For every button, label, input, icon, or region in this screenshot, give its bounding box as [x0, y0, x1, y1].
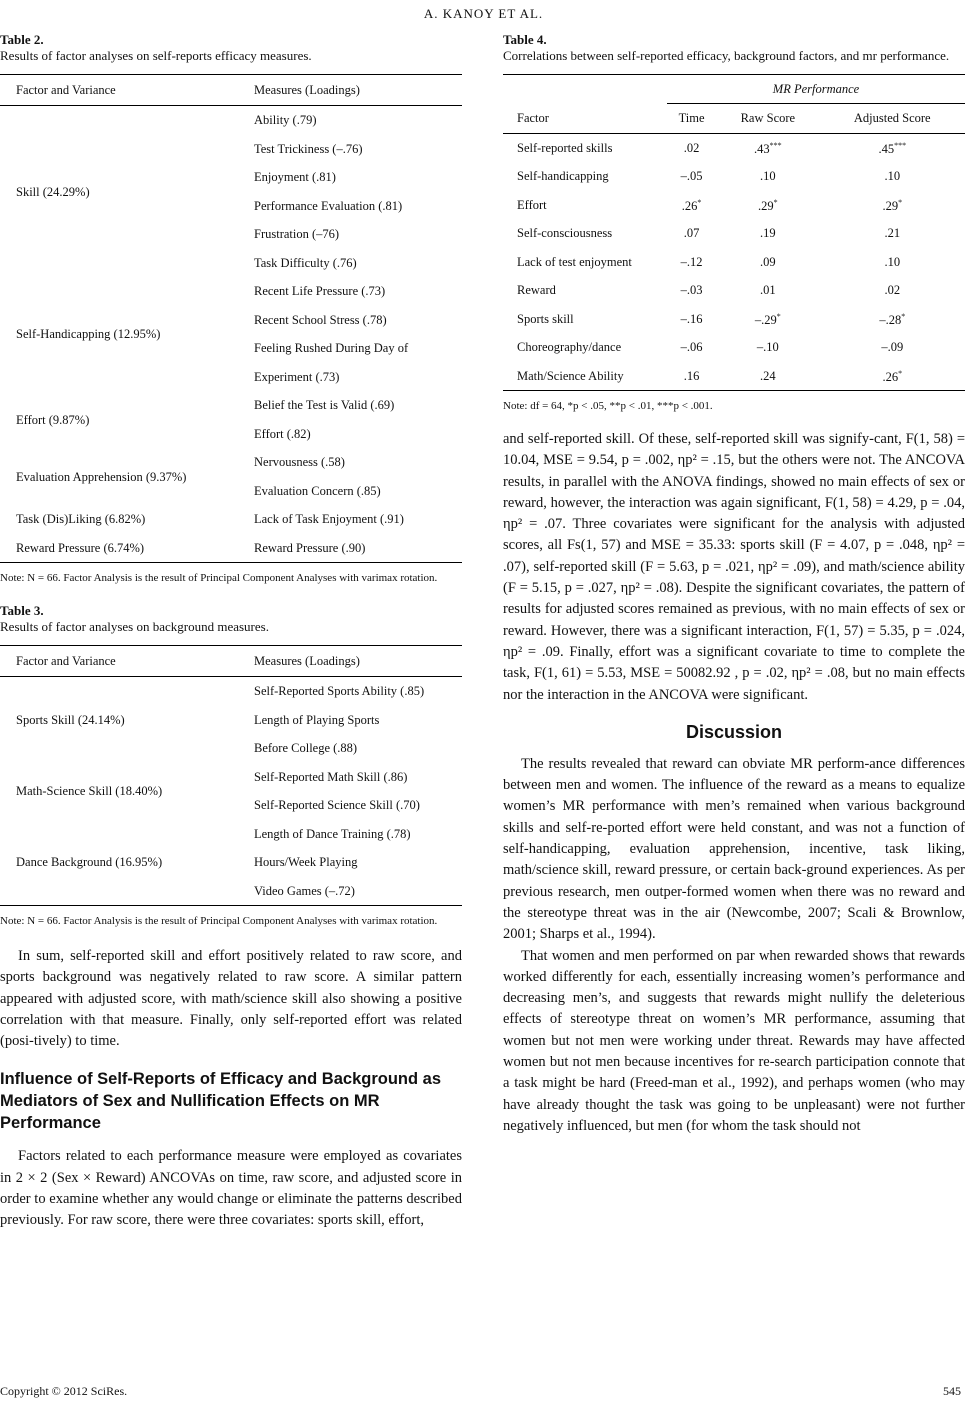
table2-measure-cell: Task Difficulty (.76) [254, 255, 357, 270]
table4-value: .29 [758, 199, 774, 214]
table4-raw-cell [716, 133, 819, 162]
table-row [0, 505, 462, 534]
table2-factor-cell: Self-Handicapping (12.95%) [16, 327, 161, 341]
table4-adj-cell [820, 305, 966, 334]
table4-value: .45 [878, 142, 895, 157]
left-column [0, 32, 462, 1232]
table2-factor-cell: Skill (24.29%) [16, 184, 90, 199]
table3-measure-cell: Length of Dance Training (.78) [254, 826, 411, 841]
table4-col-adjusted: Adjusted Score [853, 111, 931, 126]
table2-measure-cell: Effort (.82) [254, 426, 311, 441]
table4-factor-cell: Self-reported skills [517, 140, 613, 155]
table4-factor-cell: Math/Science Ability [517, 368, 624, 383]
table4-value: –.29 [754, 313, 777, 328]
significance-marker: * [776, 312, 781, 322]
discussion-heading: Discussion [685, 721, 783, 742]
table3-note: Note: N = 66. Factor Analysis is the result of Principal Component Analyses with varimax rotation. [0, 915, 438, 927]
table2-factor-cell: Task (Dis)Liking (6.82%) [16, 512, 146, 527]
table4-factor-cell: Choreography/dance [517, 340, 622, 355]
significance-marker: * [901, 312, 906, 322]
table4-factor-cell: Self-consciousness [517, 226, 613, 241]
running-header: A. KANOY ET AL. [423, 6, 544, 21]
table-row [0, 106, 462, 135]
table3-col-measures: Measures (Loadings) [254, 654, 360, 668]
discussion-paragraph-1: The results revealed that reward can obviate MR perform-ance differences between men and women. The influence of the reward as a means to equalize women’s MR performance with men’s remained when various background skills and self-re-ported effort were held constant, and was not a function of self-handicapping, evaluation apprehension, incentive, task liking, math/science skill, reward pressure, or certain back-ground experiences. As per previous research, men outper-formed women when there was no reward and the stereotype threat was in the air (Newcombe, 2007; Scali & Brownlow, 2001; Sharps et al., 1994). [503, 755, 965, 943]
table3 [0, 645, 462, 906]
table4-value: –.06 [680, 340, 703, 355]
table4-factor-cell: Self-handicapping [517, 169, 609, 184]
significance-marker: * [697, 198, 702, 208]
table4-adj-cell [820, 333, 966, 362]
table2-measure-cell: Evaluation Concern (.85) [254, 483, 381, 498]
table3-measure-cell: Self-Reported Math Skill (.86) [254, 769, 408, 784]
significance-marker: * [773, 198, 778, 208]
table-row [503, 248, 965, 277]
table4-value: .02 [683, 140, 700, 155]
table-row [0, 763, 462, 792]
table4-time-cell [667, 191, 716, 220]
table-row [503, 333, 965, 362]
table4-value: .19 [760, 226, 776, 241]
table3-measure-cell: Before College (.88) [254, 741, 358, 756]
table4-value: .29 [882, 199, 899, 214]
table4-value: –.09 [881, 340, 904, 355]
table4-group-header: MR Performance [667, 75, 965, 104]
table4-adj-cell [820, 162, 966, 191]
table-row [0, 277, 462, 306]
table3-measure-cell: Self-Reported Science Skill (.70) [254, 798, 420, 813]
table4-caption: Correlations between self-reported efficacy, background factors, and mr performance. [503, 48, 950, 63]
table4-value: –.12 [680, 254, 703, 269]
table4-adj-cell [820, 133, 966, 162]
table4-adj-cell [820, 219, 966, 248]
table4-value: .26 [882, 370, 899, 385]
table4-adj-cell [820, 276, 966, 305]
table2-caption: Results of factor analyses on self-reports efficacy measures. [0, 48, 312, 63]
page-number: 545 [943, 1384, 961, 1398]
table2-factor-cell: Effort (9.87%) [16, 412, 90, 427]
table4-value: .26 [681, 199, 698, 214]
table-row [503, 133, 965, 162]
table2-factor-cell: Reward Pressure (6.74%) [16, 540, 145, 555]
table2-measure-cell: Test Trickiness (–.76) [254, 141, 363, 156]
table4-adj-cell [820, 191, 966, 220]
table3-measure-cell: Hours/Week Playing [254, 855, 358, 870]
table2-measure-cell: Recent Life Pressure (.73) [254, 284, 386, 299]
table4-time-cell [667, 333, 716, 362]
table4-time-cell [667, 362, 716, 391]
table4-time-cell [667, 276, 716, 305]
table2-measure-cell: Feeling Rushed During Day of [254, 341, 409, 356]
table3-factor-cell: Math-Science Skill (18.40%) [16, 784, 163, 798]
table-row [0, 391, 462, 420]
table3-measure-cell: Self-Reported Sports Ability (.85) [254, 684, 425, 699]
table4-raw-cell [716, 276, 819, 305]
table4-value: –.03 [680, 283, 703, 298]
table4-value: –.10 [756, 340, 779, 355]
table4-time-cell [667, 162, 716, 191]
table2-measure-cell: Nervousness (.58) [254, 455, 345, 470]
table4-value: –.28 [879, 313, 902, 328]
table-row [503, 362, 965, 391]
table4-title: Table 4. [503, 32, 547, 47]
table2-measure-cell: Ability (.79) [254, 113, 317, 128]
table4-col-time: Time [678, 111, 705, 126]
table4-col-factor: Factor [517, 111, 549, 125]
table4-time-cell [667, 133, 716, 162]
table-row [0, 448, 462, 477]
table4-factor-cell: Sports skill [517, 311, 574, 326]
table4-note: Note: df = 64, *p < .05, **p < .01, ***p < .001. [503, 400, 713, 412]
table4-factor-cell: Lack of test enjoyment [517, 254, 632, 269]
table4-time-cell [667, 248, 716, 277]
table4-value: –.05 [680, 169, 703, 184]
right-column [503, 32, 965, 1137]
table2-col-measures: Measures (Loadings) [254, 83, 360, 97]
table4-adj-cell [820, 248, 966, 277]
table2-col-factor: Factor and Variance [16, 83, 116, 97]
table4-factor-cell: Reward [517, 283, 556, 298]
table4-value: .16 [683, 368, 700, 383]
table4-value: .02 [884, 283, 901, 298]
table4-time-cell [667, 219, 716, 248]
table-row [0, 534, 462, 563]
table3-caption: Results of factor analyses on background measures. [0, 619, 269, 634]
table2-measure-cell: Enjoyment (.81) [254, 170, 336, 185]
table-row [503, 276, 965, 305]
table2-factor-cell: Evaluation Apprehension (9.37%) [16, 469, 187, 484]
table4-adj-cell [820, 362, 966, 391]
table-row [0, 820, 462, 849]
table2-measure-cell: Recent School Stress (.78) [254, 312, 387, 327]
table4-raw-cell [716, 162, 819, 191]
significance-marker: * [898, 369, 903, 379]
table4-raw-cell [716, 333, 819, 362]
table4-raw-cell [716, 219, 819, 248]
table4-value: .10 [760, 169, 776, 184]
section-paragraph: Factors related to each performance measure were employed as covariates in 2 × 2 (Sex × Reward) ANCOVAs on time, raw score, and adjusted score in order to examine whether any would change or eliminate the patterns described previously. For raw score, there were three covariates: sports skill, effort, [0, 1148, 462, 1229]
table4-raw-cell [716, 191, 819, 220]
table2-measure-cell: Experiment (.73) [254, 369, 340, 384]
table2-title: Table 2. [0, 32, 44, 47]
table3-measure-cell: Video Games (–.72) [254, 883, 355, 898]
significance-marker: * [898, 198, 903, 208]
table4-value: .10 [884, 254, 901, 269]
table2-measure-cell: Reward Pressure (.90) [254, 540, 366, 555]
table4-value: .21 [884, 226, 901, 241]
table2-measure-cell: Performance Evaluation (.81) [254, 198, 403, 213]
table4-value: .10 [884, 169, 901, 184]
right-paragraph: and self-reported skill. Of these, self-reported skill was signify-cant, F(1, 58) = 10.04, MSE = 9.54, p = .002, ηp² = .15, but the others were not. The ANCOVA results, in parallel with the ANOVA findings, showed no main effects of sex or reward, however, the interaction was again significant, F(1, 58) = 4.29, p = .04, ηp² = .07. Three covariates were significant for the analysis with adjusted scores, all Fs(1, 57) and MSE = 35.33: sports skill (F = 4.07, p = .048, ηp² = .07), self-reported skill (F = 5.63, p = .021, ηp² = .09), and math/science ability (F = 5.15, p = .027, ηp² = .08). Despite the significant covariates, the pattern of results for adjusted scores remained as previous, with no main effects of sex or reward. However, there was a significant interaction, F(1, 57) = 5.35, p = .024, ηp² = .09. Finally, effort was a significant covariate to time to complete the task, F(1, 61) = 5.53, MSE = 50082.92 , p = .02, ηp² = .08, but no main effects nor the interaction in the ANCOVA were significant. [503, 431, 965, 703]
table2 [0, 74, 462, 563]
table4-raw-cell [716, 305, 819, 334]
table4-value: .24 [760, 368, 776, 383]
table4 [503, 74, 965, 391]
table4-col-raw: Raw Score [740, 111, 796, 126]
table3-title: Table 3. [0, 603, 44, 618]
table3-factor-cell: Dance Background (16.95%) [16, 855, 163, 870]
table4-time-cell [667, 305, 716, 334]
table4-value: .09 [760, 254, 776, 269]
table4-value: .01 [760, 283, 776, 298]
footer-copyright: Copyright © 2012 SciRes. [0, 1384, 128, 1398]
table2-measure-cell: Frustration (–76) [254, 227, 340, 242]
table4-value: .07 [683, 226, 700, 241]
table-row [0, 677, 462, 706]
significance-marker: *** [894, 141, 907, 151]
table4-value: .43 [754, 142, 770, 157]
table3-col-factor: Factor and Variance [16, 654, 116, 668]
table-row [503, 305, 965, 334]
table-row [503, 162, 965, 191]
table-row [503, 191, 965, 220]
table2-measure-cell: Lack of Task Enjoyment (.91) [254, 512, 404, 527]
table4-value: –.16 [680, 311, 703, 326]
table2-measure-cell: Belief the Test is Valid (.69) [254, 398, 395, 413]
left-paragraph: In sum, self-reported skill and effort positively related to raw score, and sports background was negatively related to raw score. A similar pattern appeared with adjusted score, with math/science skill also showing a positive correlation with that measure. Finally, only self-reported effort was related (posi-tively) to time. [0, 948, 462, 1050]
table-row [503, 219, 965, 248]
table4-raw-cell [716, 362, 819, 391]
table4-factor-cell: Effort [517, 197, 547, 212]
significance-marker: *** [769, 141, 782, 151]
discussion-paragraph-2: That women and men performed on par when rewarded shows that rewards worked differently for each, essentially increasing women’s performance and decreasing men’s, and suggests that rewards might nullify the deleterious effects of stereotype threat on women’s MR performance, assuming that women but not men were working under threat. Rewards may have affected women but not men because incentives for re-search participation connote that a task might be hard (Freed-man et al., 1992), and perhaps women (who may have already thought the task was going to be unpleasant) were not further negatively influenced, but men (for whom the task should not [503, 947, 965, 1134]
table3-measure-cell: Length of Playing Sports [254, 712, 380, 727]
table2-note: Note: N = 66. Factor Analysis is the result of Principal Component Analyses with varimax rotation. [0, 572, 438, 584]
table4-raw-cell [716, 248, 819, 277]
section-heading: Influence of Self-Reports of Efficacy and Background as Mediators of Sex and Nullification Effects on MR Performance [0, 1070, 441, 1133]
table3-factor-cell: Sports Skill (24.14%) [16, 712, 125, 727]
